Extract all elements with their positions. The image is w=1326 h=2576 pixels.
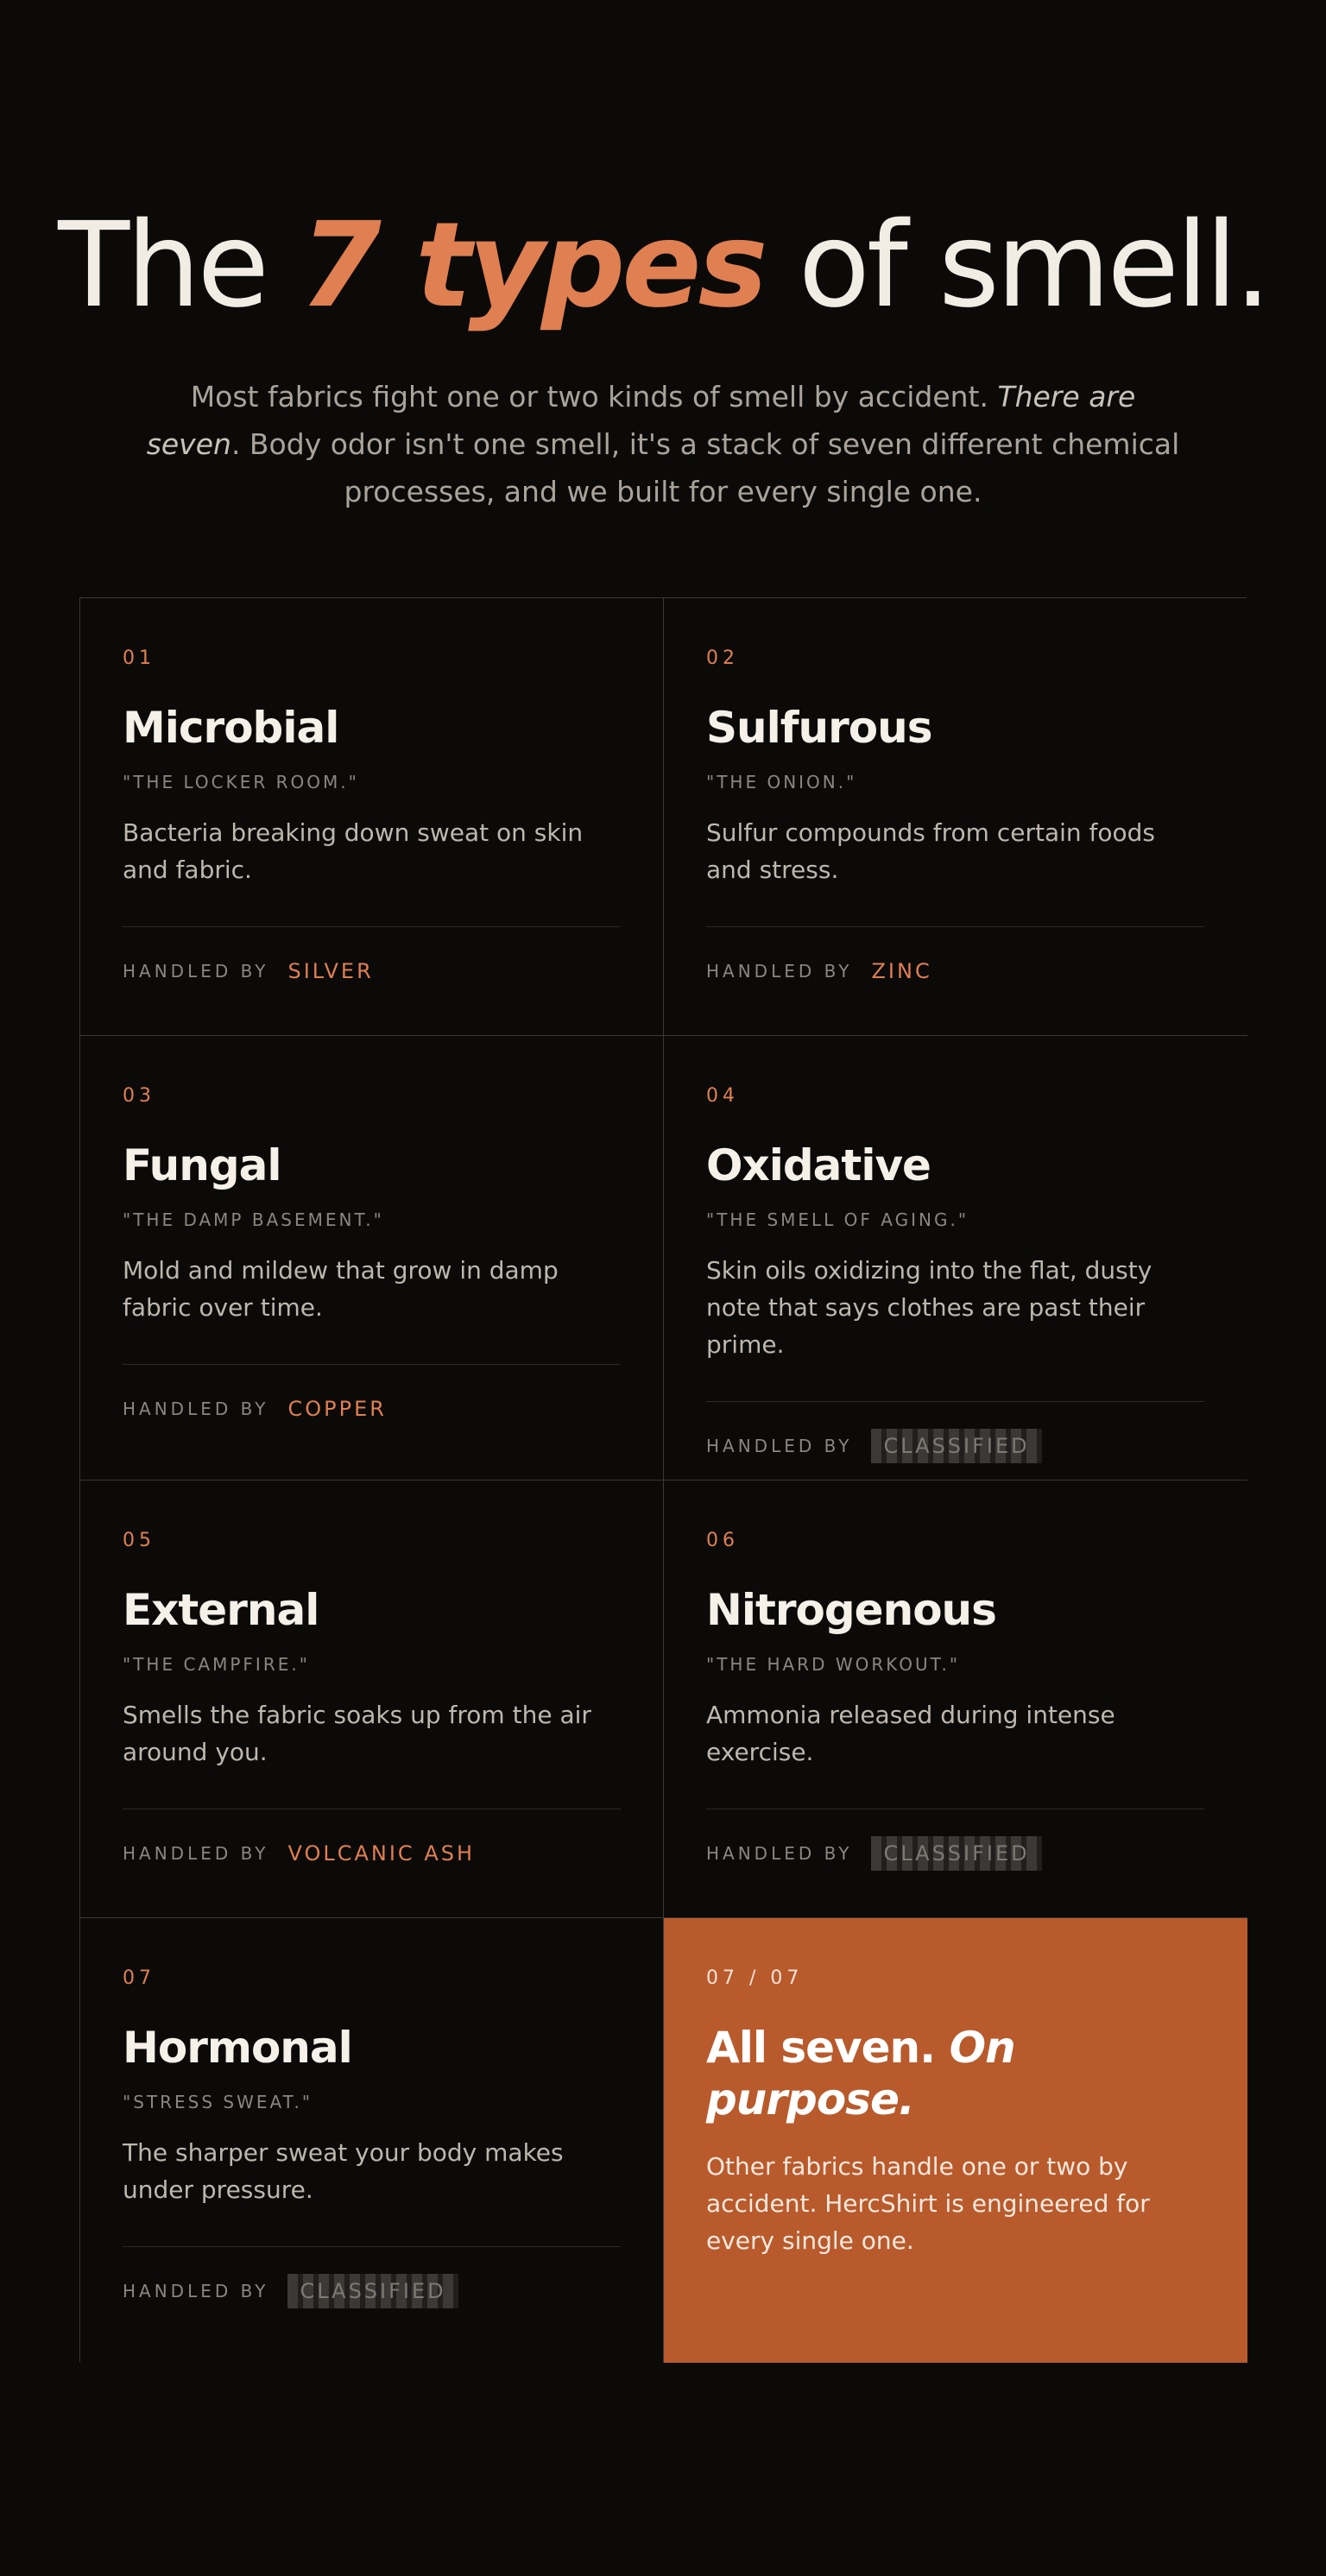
handled-by-row xyxy=(123,951,620,991)
page-title xyxy=(0,197,1326,335)
subtitle-start: Most fabrics fight one or two kinds of smell by accident. xyxy=(190,380,998,414)
smell-card-external xyxy=(80,1481,664,1918)
card-description: Sulfur compounds from certain foods and stress. xyxy=(706,818,1156,884)
card-number: 03 xyxy=(123,1085,155,1107)
smell-card-hormonal xyxy=(80,1918,664,2363)
page-subtitle xyxy=(145,373,1181,515)
card-description: The sharper sweat your body makes under pressure. xyxy=(123,2138,564,2204)
card-quote: "THE CAMPFIRE." xyxy=(123,1654,310,1675)
title-accent: 7 types xyxy=(300,198,765,334)
card-number: 05 xyxy=(123,1530,155,1551)
card-divider xyxy=(706,1401,1204,1402)
card-title: Hormonal xyxy=(123,2023,352,2073)
card-title: Microbial xyxy=(123,703,339,753)
card-title: Fungal xyxy=(123,1140,281,1190)
handled-by-label: HANDLED BY xyxy=(123,961,269,982)
handled-by-value: ZINC xyxy=(871,959,932,983)
summary-description: Other fabrics handle one or two by accident. HercShirt is engineered for every single one. xyxy=(706,2152,1150,2255)
handled-by-label: HANDLED BY xyxy=(123,2281,269,2301)
handled-by-row xyxy=(706,1834,1204,1873)
card-description: Ammonia released during intense exercise. xyxy=(706,1701,1115,1766)
summary-title-emphasis: On purpose. xyxy=(706,2023,1015,2125)
card-title: External xyxy=(123,1585,319,1635)
handled-by-row xyxy=(706,951,1204,991)
handled-by-value: COPPER xyxy=(287,1397,387,1421)
classified-redaction: CLASSIFIED xyxy=(871,1836,1041,1871)
card-number: 07 xyxy=(123,1967,155,1989)
handled-by-label: HANDLED BY xyxy=(123,1398,269,1419)
handled-by-label: HANDLED BY xyxy=(706,961,853,982)
handled-by-row xyxy=(706,1426,1204,1466)
card-description: Smells the fabric soaks up from the air around you. xyxy=(123,1701,591,1766)
summary-title xyxy=(706,2022,1204,2125)
card-quote: "STRESS SWEAT." xyxy=(123,2092,313,2112)
card-quote: "THE DAMP BASEMENT." xyxy=(123,1209,384,1230)
card-divider xyxy=(123,1364,621,1365)
handled-by-row xyxy=(123,1834,620,1873)
card-title: Nitrogenous xyxy=(706,1585,996,1635)
handled-by-label: HANDLED BY xyxy=(706,1843,853,1864)
card-number: 01 xyxy=(123,647,155,669)
card-number: 06 xyxy=(706,1530,739,1551)
smell-card-nitrogenous xyxy=(664,1481,1247,1918)
card-quote: "THE HARD WORKOUT." xyxy=(706,1654,961,1675)
smell-types-grid xyxy=(79,597,1247,2362)
summary-card xyxy=(664,1918,1247,2363)
card-number: 02 xyxy=(706,647,739,669)
smell-card-microbial xyxy=(80,598,664,1036)
title-after: of smell. xyxy=(764,198,1268,334)
smell-card-oxidative xyxy=(664,1036,1247,1481)
card-title: Sulfurous xyxy=(706,703,932,753)
card-number: 07 / 07 xyxy=(706,1967,804,1989)
card-divider xyxy=(123,2246,621,2247)
handled-by-row xyxy=(123,1389,620,1429)
card-description: Bacteria breaking down sweat on skin and fabric. xyxy=(123,818,584,884)
subtitle-emphasis: There are seven xyxy=(146,380,1136,461)
classified-redaction: CLASSIFIED xyxy=(287,2274,458,2308)
card-quote: "THE SMELL OF AGING." xyxy=(706,1209,969,1230)
smell-card-sulfurous xyxy=(664,598,1247,1036)
card-title: Oxidative xyxy=(706,1140,931,1190)
summary-title-plain: All seven. xyxy=(706,2023,950,2073)
card-divider xyxy=(706,926,1204,927)
classified-redaction: CLASSIFIED xyxy=(871,1429,1041,1463)
smell-card-fungal xyxy=(80,1036,664,1481)
handled-by-value: VOLCANIC ASH xyxy=(287,1841,476,1866)
handled-by-row xyxy=(123,2271,620,2311)
handled-by-label: HANDLED BY xyxy=(123,1843,269,1864)
card-description: Skin oils oxidizing into the flat, dusty note that says clothes are past their prime. xyxy=(706,1256,1152,1359)
handled-by-label: HANDLED BY xyxy=(706,1436,853,1456)
handled-by-value: SILVER xyxy=(287,959,374,983)
title-before: The xyxy=(58,198,300,334)
card-number: 04 xyxy=(706,1085,739,1107)
card-quote: "THE LOCKER ROOM." xyxy=(123,772,359,792)
subtitle-end: . Body odor isn't one smell, it's a stack of seven different chemical processes, and we built for every single one. xyxy=(230,427,1180,508)
card-quote: "THE ONION." xyxy=(706,772,857,792)
card-divider xyxy=(123,926,621,927)
card-description: Mold and mildew that grow in damp fabric over time. xyxy=(123,1256,559,1322)
